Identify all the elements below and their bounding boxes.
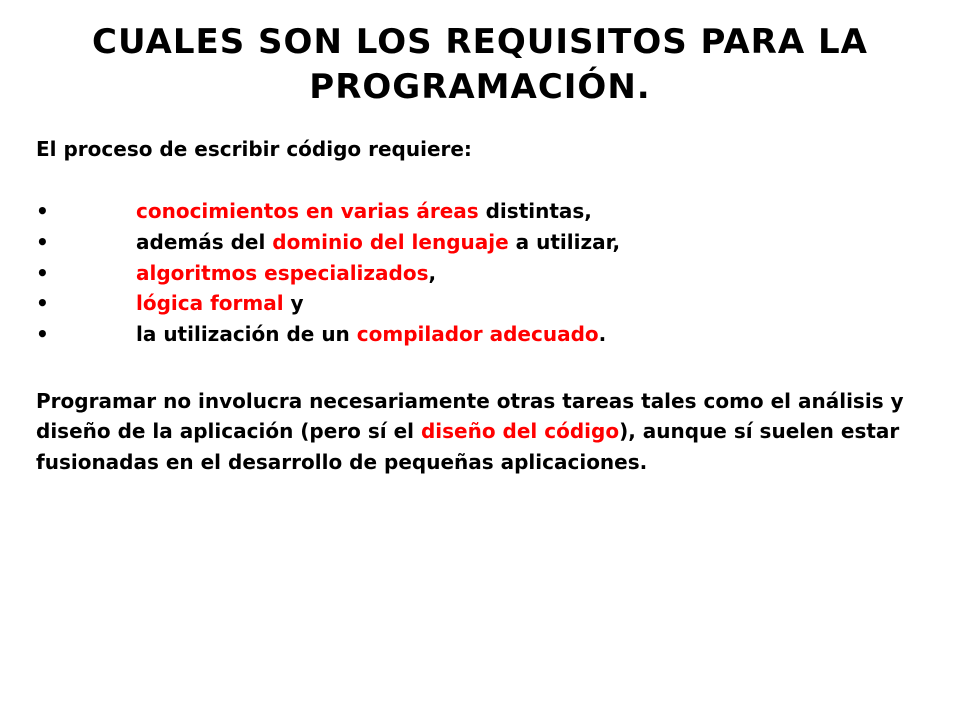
list-item (36, 197, 926, 228)
title-line-2: PROGRAMACIÓN. (309, 67, 651, 107)
item-pre-text: la utilización de un (136, 322, 357, 347)
item-post-text: y (283, 291, 304, 316)
item-highlight: lógica formal (136, 291, 284, 316)
paragraph-pre-text: Programar no involucra necesariamente otras tareas tales como el análisis y diseño de la aplicación (pero sí el (36, 388, 904, 444)
bullet-icon: • (36, 291, 49, 316)
requirements-list (36, 197, 926, 351)
bullet-icon: • (36, 229, 49, 254)
list-item (36, 289, 926, 320)
slide-title (40, 20, 920, 110)
list-item (36, 320, 926, 351)
item-pre-text: además del (136, 229, 273, 254)
item-post-text: . (598, 322, 607, 347)
slide-body (36, 135, 926, 477)
bullet-icon: • (36, 199, 49, 223)
paragraph-highlight: diseño del código (420, 419, 620, 444)
paragraph-post-text: ), aunque sí suelen estar fusionadas en el desarrollo de pequeñas aplicaciones. (36, 419, 900, 474)
item-post-text: , (428, 260, 437, 285)
item-highlight: dominio del lenguaje (272, 229, 509, 254)
list-item (36, 259, 926, 290)
item-post-text: a utilizar, (508, 229, 621, 254)
item-highlight: conocimientos en varias áreas (136, 199, 479, 223)
bullet-icon: • (36, 260, 49, 285)
closing-paragraph (36, 386, 926, 478)
list-item (36, 228, 926, 259)
item-highlight: compilador adecuado (356, 322, 599, 347)
item-highlight: algoritmos especializados (136, 260, 429, 285)
bullet-icon: • (36, 322, 49, 347)
title-line-1: CUALES SON LOS REQUISITOS PARA LA (92, 22, 868, 62)
intro-text: El proceso de escribir código requiere: (36, 137, 472, 161)
item-post-text: distintas, (478, 199, 592, 223)
